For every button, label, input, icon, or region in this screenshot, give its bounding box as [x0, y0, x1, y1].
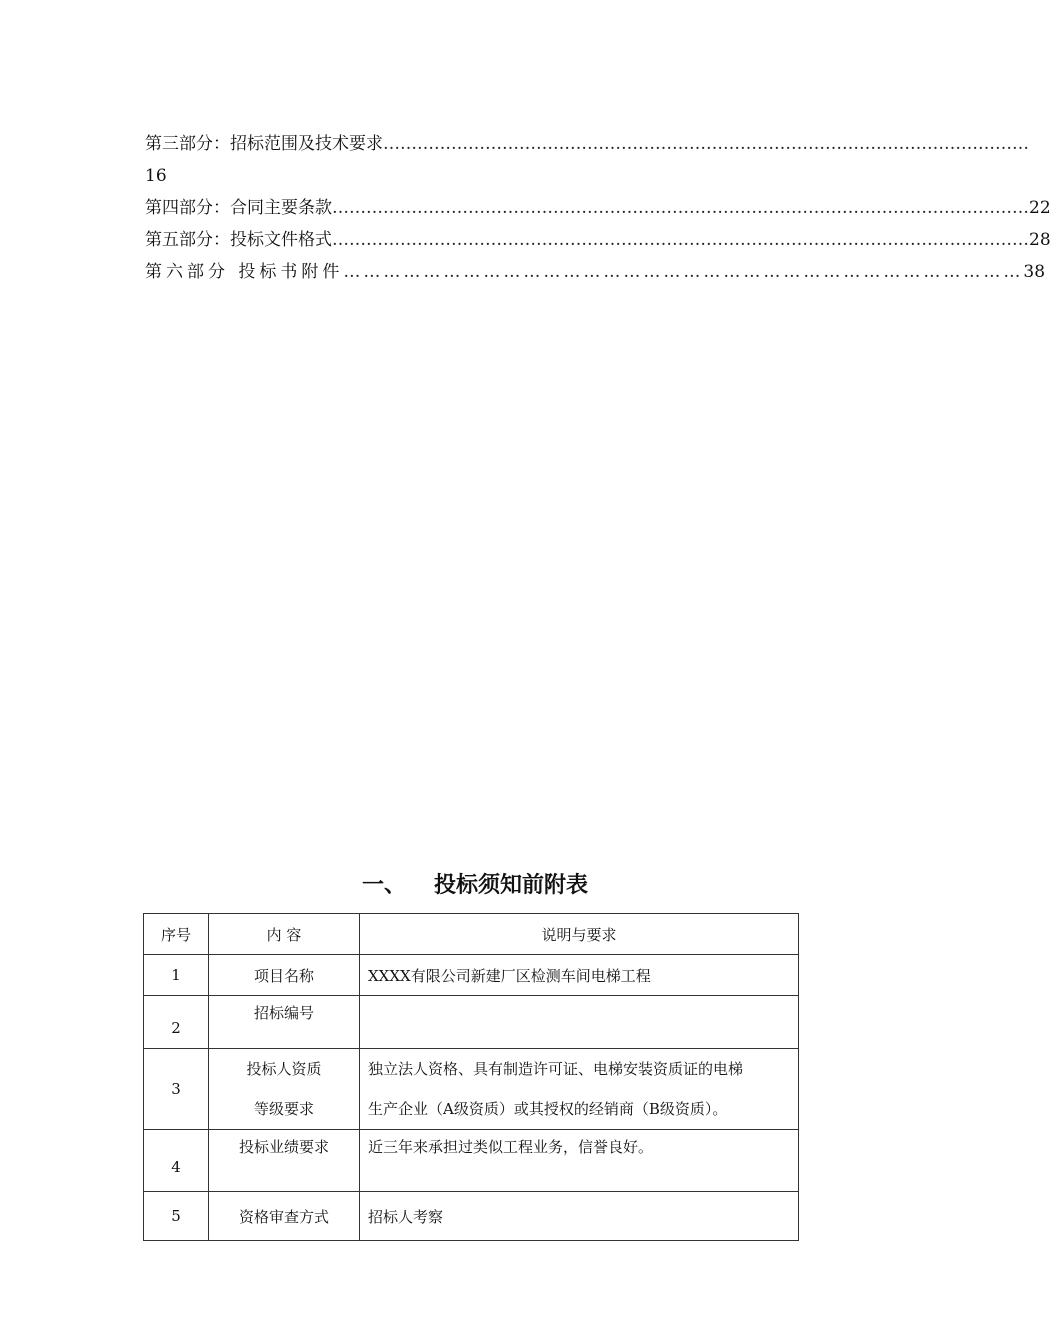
toc-entry-page: 16: [145, 166, 167, 186]
row-item-line: 投标人资质: [246, 1060, 322, 1078]
row-item: 项目名称: [209, 955, 360, 996]
row-number: 3: [144, 1049, 209, 1130]
toc-leader-dots: ……………………………………………………………………………………………………………: [332, 230, 1029, 250]
toc-entry-part-6[interactable]: [145, 256, 1046, 288]
toc-entry-label: 第三部分：招标范围及技术要求: [145, 134, 383, 154]
row-number: 2: [144, 996, 209, 1049]
toc-leader-dots: ……………………………………………………………………………………………………: [383, 134, 1029, 154]
toc-entry-page: 22: [1029, 198, 1051, 218]
toc-entry-label: 第六部分 投标书附件: [145, 262, 344, 282]
toc-entry-page: 38: [1023, 262, 1046, 282]
table-row: [144, 955, 799, 996]
row-number: 5: [144, 1192, 209, 1241]
row-number: 1: [144, 955, 209, 996]
toc-entry-part-3[interactable]: [145, 128, 1029, 160]
row-description-line: 独立法人资格、具有制造许可证、电梯安装资质证的电梯: [368, 1060, 744, 1078]
table-row: [144, 1130, 799, 1192]
row-description-line: 生产企业（A级资质）或其授权的经销商（B级资质）。: [368, 1100, 728, 1118]
toc-entry-part-4[interactable]: [145, 192, 1051, 224]
requirements-table: [143, 913, 799, 1241]
toc-entry-label: 第五部分：投标文件格式: [145, 230, 332, 250]
row-item: 投标业绩要求: [209, 1130, 360, 1192]
header-cell-no: 序号: [144, 914, 209, 955]
table-row: [144, 1192, 799, 1241]
section-number: 一、: [361, 873, 406, 898]
header-cell-description: 说明与要求: [360, 914, 799, 955]
toc-entry-part-5[interactable]: [145, 224, 1051, 256]
toc-leader-dots: …………………………………………………………………………………………: [343, 262, 1024, 282]
row-description: [360, 996, 799, 1049]
row-item: 资格审查方式: [209, 1192, 360, 1241]
header-cell-content: 内 容: [209, 914, 360, 955]
table-header-row: [144, 914, 799, 955]
row-description: XXXX有限公司新建厂区检测车间电梯工程: [360, 955, 799, 996]
row-description: [360, 1049, 799, 1130]
row-number: 4: [144, 1130, 209, 1192]
toc-entry-label: 第四部分：合同主要条款: [145, 198, 332, 218]
row-description: 招标人考察: [360, 1192, 799, 1241]
toc-entry-page: 28: [1029, 230, 1051, 250]
section-title: [0, 868, 950, 899]
row-item: 招标编号: [209, 996, 360, 1049]
table-row: [144, 996, 799, 1049]
section-heading: 投标须知前附表: [434, 873, 589, 898]
row-description: 近三年来承担过类似工程业务，信誉良好。: [360, 1130, 799, 1192]
table-of-contents: [145, 128, 1051, 288]
row-item: [209, 1049, 360, 1130]
toc-leader-dots: ……………………………………………………………………………………………………………: [332, 198, 1029, 218]
row-item-line: 等级要求: [253, 1100, 314, 1118]
table-row: [144, 1049, 799, 1130]
